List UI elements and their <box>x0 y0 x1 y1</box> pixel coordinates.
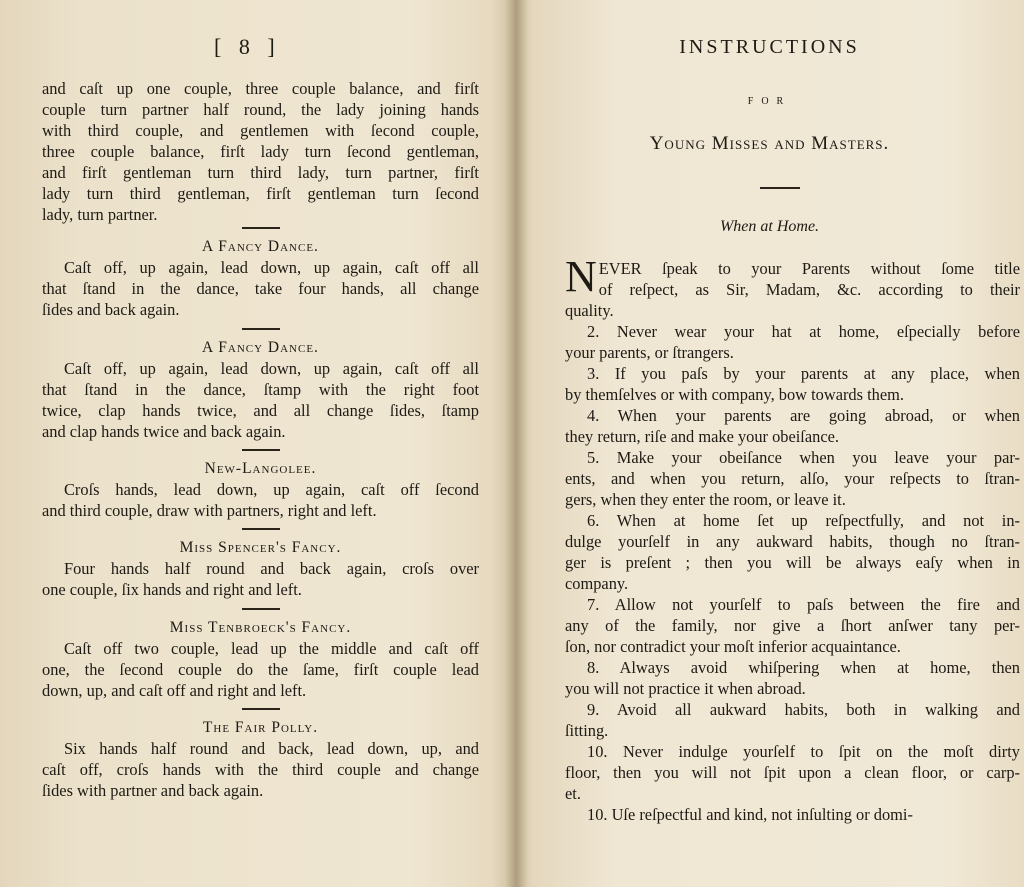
text-line: 6. When at home ſet up reſpectfully, and not in- <box>587 511 1020 530</box>
instructions-body <box>565 252 1020 825</box>
text-line: 7. Allow not yourſelf to paſs between the fire and <box>587 595 1020 614</box>
text-line: dulge yourſelf in any aukward habits, though no ſtran- <box>565 532 1020 551</box>
text-line: et. <box>565 784 581 803</box>
text-line: twice, clap hands twice, and all change ſides, ſtamp <box>42 401 479 420</box>
intro-paragraph <box>42 78 479 225</box>
text-line: ſides and back again. <box>42 300 180 319</box>
dance-title: The Fair Polly. <box>202 719 319 736</box>
text-line: company. <box>565 574 629 593</box>
text-line: Caſt off two couple, lead up the middle and caſt off <box>64 639 479 658</box>
dance-title: Miſs Spencer's Fancy. <box>179 539 342 556</box>
text-line: 5. Make your obeiſance when you leave your par- <box>587 448 1020 467</box>
text-line: one, the ſecond couple do the ſame, firſt couple lead <box>42 660 479 679</box>
dance-rule <box>42 528 479 530</box>
text-line: Croſs hands, lead down, up again, caſt off ſecond <box>64 480 479 499</box>
text-line: 10. Uſe reſpectful and kind, not inſulting or domi- <box>587 805 913 824</box>
text-line: and caſt up one couple, three couple balance, and firſt <box>42 79 479 98</box>
text-line: lady, turn partner. <box>42 205 158 224</box>
dance-rule <box>42 328 479 330</box>
text-line: 8. Always avoid whiſpering when at home, then <box>587 658 1020 677</box>
section-heading: When at Home. <box>719 218 820 235</box>
text-line: caſt off, croſs hands with the third couple and change <box>42 760 479 779</box>
dance-rule <box>42 449 479 451</box>
text-line: by themſelves or with company, bow towards them. <box>565 385 904 404</box>
text-line: 10. Never indulge yourſelf to ſpit on the moſt dirty <box>587 742 1020 761</box>
text-line: ſitting. <box>565 721 609 740</box>
text-line: that ſtand in the dance, ſtamp with the right foot <box>42 380 479 399</box>
dance-title: A Fancy Dance. <box>202 339 319 356</box>
text-line: of reſpect, as Sir, Madam, &c. according to their <box>598 280 1020 299</box>
text-line: three couple balance, firſt lady turn ſecond gentleman, <box>42 142 479 161</box>
page-number: [ 8 ] <box>214 34 281 59</box>
text-line: Four hands half round and back again, croſs over <box>64 559 479 578</box>
text-line: gers, when they enter the room, or leave it. <box>565 490 846 509</box>
text-line: 2. Never wear your hat at home, eſpecially before <box>587 322 1020 341</box>
page-title-for: FOR <box>747 96 792 107</box>
right-page <box>515 0 1024 887</box>
text-line: with third couple, and gentlemen with ſecond couple, <box>42 121 479 140</box>
dance-entry <box>42 236 479 320</box>
text-line: any of the family, nor give a ſhort anſwer tany per- <box>565 616 1020 635</box>
page-subtitle: Young Misses and Masters. <box>649 133 890 154</box>
drop-cap: N <box>565 252 597 301</box>
text-line: Six hands half round and back, lead down, up, and <box>64 739 479 758</box>
text-line: quality. <box>565 301 614 320</box>
text-line: and firſt gentleman turn third lady, turn partner, firſt <box>42 163 479 182</box>
text-line: one couple, ſix hands and right and left. <box>42 580 302 599</box>
dance-title: A Fancy Dance. <box>202 238 319 255</box>
dance-title: Miſs Tenbroeck's Fancy. <box>169 619 352 636</box>
text-line: and third couple, draw with partners, right and left. <box>42 501 377 520</box>
dance-entry <box>42 617 479 701</box>
text-line: 3. If you paſs by your parents at any place, when <box>587 364 1020 383</box>
page-title: INSTRUCTIONS <box>679 36 860 58</box>
text-line: ents, and when you return, alſo, your reſpects to ſtran- <box>565 469 1020 488</box>
text-line: lady turn third gentleman, firſt gentleman turn ſecond <box>42 184 479 203</box>
text-line: 9. Avoid all aukward habits, both in walking and <box>587 700 1020 719</box>
text-line: down, up, and caſt off and right and left. <box>42 681 307 700</box>
dance-entry <box>42 537 479 600</box>
text-line: ſides with partner and back again. <box>42 781 264 800</box>
text-line: that ſtand in the dance, take four hands, all change <box>42 279 479 298</box>
first-word: EVER <box>598 259 642 278</box>
dance-title: New-Langolee. <box>204 460 317 477</box>
dance-entry <box>42 717 479 801</box>
dance-entry <box>42 337 479 442</box>
text-line: ger is preſent ; then you will be always eaſy when in <box>565 553 1020 572</box>
dance-rule <box>42 708 479 710</box>
text-line: 4. When your parents are going abroad, or when <box>587 406 1020 425</box>
text-line: you will not practice it when abroad. <box>565 679 806 698</box>
dance-rule <box>42 608 479 610</box>
text-line: ſon, nor contradict your moſt inferior acquaintance. <box>565 637 901 656</box>
dance-entry <box>42 458 479 521</box>
text-line: they return, riſe and make your obeiſance. <box>565 427 839 446</box>
text-line: floor, then you will not ſpit upon a clean floor, or carp- <box>565 763 1020 782</box>
dance-rule <box>42 227 479 229</box>
text-line: Caſt off, up again, lead down, up again, caſt off all <box>64 359 479 378</box>
first-line-rest: ſpeak to your Parents without ſome title <box>641 259 1020 278</box>
title-rule <box>760 187 800 189</box>
text-line: your parents, or ſtrangers. <box>565 343 734 362</box>
text-line: and clap hands twice and back again. <box>42 422 286 441</box>
text-line: couple turn partner half round, the lady joining hands <box>42 100 479 119</box>
text-line: Caſt off, up again, lead down, up again, caſt off all <box>64 258 479 277</box>
